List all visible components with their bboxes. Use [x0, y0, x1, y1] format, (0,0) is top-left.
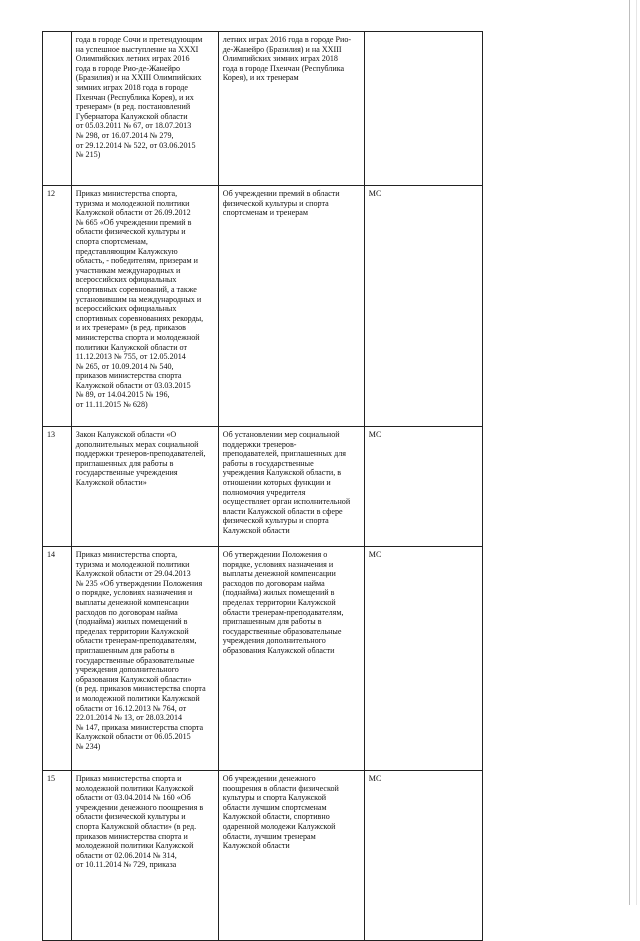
subject-text-line: года в городе Пхенчан (Республика [222, 63, 345, 73]
legal-act-text-line: спорта Калужской области» (в ред. [75, 821, 197, 831]
subject-text-line: спортсменам и тренерам [222, 208, 309, 218]
subject-text-line: расходов по договорам найма [222, 578, 325, 588]
subject-text-line: Об утверждении Положения о [222, 550, 328, 559]
legal-act-text-line: туризма и молодежной политики [75, 559, 190, 569]
subject-text-line: Калужской области [222, 525, 290, 535]
legal-act-text-line: № 265, от 10.09.2014 № 540, [75, 361, 174, 371]
legal-act-cell [71, 32, 218, 186]
subject-text-line: образования Калужской области [222, 645, 335, 655]
legal-act-text-line: приглашенных для работы в [75, 458, 174, 468]
legal-act-text-line: Губернатора Калужской области [75, 111, 188, 121]
subject-text-line: порядке, условиях назначения и [222, 559, 334, 569]
legal-act-text-line: № 665 «Об учреждении премий в [75, 217, 192, 227]
legal-act-text-line: расходов по договорам найма [75, 607, 178, 617]
legal-act-text-line: дополнительных мерах социальной [75, 439, 199, 449]
subject-text-line: одаренной молодежи Калужской [222, 821, 336, 831]
responsible-body-cell: МС [364, 186, 482, 427]
subject-text-line: Об учреждении денежного [222, 774, 316, 783]
legal-act-text-line: Олимпийских летних играх 2016 [75, 54, 190, 64]
legal-act-text-line: года в городе Рио-де-Жанейро [75, 63, 181, 73]
legal-act-text-line: установившим на международных и [75, 294, 202, 304]
subject-text-line: преподавателей, приглашенных для [222, 449, 346, 459]
legal-act-text-line: учреждения дополнительного [75, 665, 179, 675]
legal-act-cell [71, 427, 218, 547]
legal-act-text-line: 11.12.2013 № 755, от 12.05.2014 [75, 352, 186, 362]
page-edge-line [629, 0, 630, 905]
legal-act-text-line: Калужской области от 03.03.2015 [75, 380, 191, 390]
legal-act-text-line: области от 02.06.2014 № 314, [75, 850, 177, 860]
legal-act-text-line: зимних играх 2018 года в городе [75, 82, 188, 92]
subject-text-line: учреждения дополнительного [222, 636, 326, 646]
legal-act-text-line: области от 03.04.2014 № 160 «Об [75, 793, 191, 803]
legal-act-text-line: (Бразилия) и на XXIII Олимпийских [75, 73, 202, 83]
responsible-body-cell: МС [364, 427, 482, 547]
legal-act-text-line: представляющим Калужскую [75, 246, 178, 256]
legal-act-text-line: от 05.03.2011 № 67, от 18.07.2013 [75, 121, 192, 131]
legal-act-text-line: выплаты денежной компенсации [75, 597, 189, 607]
row-number: 14 [43, 547, 72, 771]
legal-act-text-line: Пхенчан (Республика Корея), и их [75, 92, 194, 102]
legal-act-text-line: приглашенным для работы в [75, 645, 175, 655]
subject-text-line: летних играх 2016 года в городе Рио- [222, 35, 352, 44]
legal-act-text-line: приказов министерства спорта и [75, 831, 188, 841]
subject-text-line: полномочия учредителя [222, 487, 306, 497]
table-row [43, 186, 483, 427]
subject-text-line: физической культуры и спорта [222, 516, 329, 526]
legal-act-text-line: и их тренерам» (в ред. приказов [75, 323, 186, 333]
legal-act-text-line: учреждении денежного поощрения в [75, 802, 204, 812]
responsible-body-cell: МС [364, 547, 482, 771]
subject-text-line: физической культуры и спорта [222, 198, 329, 208]
legal-act-text-line: всероссийских официальных [75, 304, 177, 314]
subject-text-line: области, лучшим тренерам [222, 831, 316, 841]
responsible-body-cell [364, 32, 482, 186]
legal-act-text-line: № 147, приказа министерства спорта [75, 722, 204, 732]
legal-act-text-line: области тренерам-преподавателям, [75, 636, 197, 646]
subject-text-line: учреждения Калужской области, в [222, 468, 342, 478]
legal-act-text-line: государственные учреждения [75, 468, 178, 478]
legal-act-text-line: от 10.11.2014 № 729, приказа [75, 860, 177, 870]
legal-act-text-line: приказов министерства спорта [75, 371, 182, 381]
legal-act-text-line: молодежной политики Калужской [75, 783, 194, 793]
legal-act-text-line: Закон Калужской области «О [75, 430, 177, 439]
legal-act-text-line: № 89, от 14.04.2015 № 196, [75, 390, 170, 400]
legal-act-text-line: Калужской области от 06.05.2015 [75, 732, 191, 742]
subject-text-line: отношении которых функции и [222, 477, 331, 487]
regulations-table [42, 31, 483, 941]
subject-text-line: Калужской области, спортивно [222, 812, 330, 822]
table-row [43, 427, 483, 547]
legal-act-text-line: Калужской области» [75, 477, 147, 487]
subject-cell [218, 771, 364, 941]
legal-act-text-line: на успешное выступление на XXXI [75, 44, 199, 54]
subject-text-line: государственные образовательные [222, 626, 342, 636]
legal-act-text-line: и молодежной политики Калужской [75, 693, 200, 703]
legal-act-text-line: тренерам» (в ред. постановлений [75, 102, 191, 112]
subject-text-line: Об установлении мер социальной [222, 430, 340, 439]
legal-act-text-line: поддержки тренеров-преподавателей, [75, 449, 206, 459]
subject-text-line: поддержки тренеров- [222, 439, 297, 449]
legal-act-text-line: Приказ министерства спорта, [75, 189, 178, 198]
subject-text-line: приглашенным для работы в [222, 617, 322, 627]
legal-act-text-line: от 29.12.2014 № 522, от 03.06.2015 [75, 140, 196, 150]
subject-text-line: области тренерам-преподавателям, [222, 607, 344, 617]
legal-act-text-line: № 215) [75, 150, 101, 160]
legal-act-text-line: (поднайма) жилых помещений в [75, 617, 188, 627]
legal-act-text-line: министерства спорта и молодежной [75, 332, 200, 342]
subject-text-line: поощрения в области физической [222, 783, 339, 793]
legal-act-text-line: пределах территории Калужской [75, 626, 189, 636]
legal-act-text-line: образования Калужской области» [75, 674, 192, 684]
subject-text-line: осуществляет орган исполнительной [222, 497, 351, 507]
legal-act-text-line: № 298, от 16.07.2014 № 279, [75, 130, 174, 140]
row-number: 12 [43, 186, 72, 427]
subject-cell [218, 186, 364, 427]
legal-act-cell [71, 547, 218, 771]
legal-act-cell [71, 771, 218, 941]
legal-act-text-line: туризма и молодежной политики [75, 198, 190, 208]
legal-act-text-line: года в городе Сочи и претендующим [75, 35, 203, 44]
legal-act-text-line: Приказ министерства спорта и [75, 774, 182, 783]
row-number [43, 32, 72, 186]
subject-text-line: де-Жанейро (Бразилия) и на XXIII [222, 44, 342, 54]
subject-text-line: Олимпийских зимних играх 2018 [222, 54, 338, 64]
legal-act-text-line: Калужской области от 29.04.2013 [75, 569, 191, 579]
row-number: 15 [43, 771, 72, 941]
legal-act-text-line: область, - победителям, призерам и [75, 256, 198, 266]
legal-act-text-line: участникам международных и [75, 265, 181, 275]
subject-text-line: Калужской области [222, 841, 290, 851]
subject-cell [218, 32, 364, 186]
legal-act-text-line: спорта спортсменам, [75, 236, 148, 246]
legal-act-text-line: государственные образовательные [75, 655, 195, 665]
subject-text-line: области лучшим спортсменам [222, 802, 327, 812]
subject-text-line: власти Калужской области в сфере [222, 506, 343, 516]
legal-act-text-line: спортивных соревнованиях рекорды, [75, 313, 204, 323]
legal-act-text-line: № 235 «Об утверждении Положения [75, 578, 203, 588]
legal-act-text-line: Калужской области от 26.09.2012 [75, 208, 191, 218]
legal-act-text-line: № 234) [75, 741, 101, 751]
subject-cell [218, 427, 364, 547]
legal-act-text-line: всероссийских официальных [75, 275, 177, 285]
subject-cell [218, 547, 364, 771]
legal-act-text-line: Приказ министерства спорта, [75, 550, 178, 559]
subject-text-line: Корея), и их тренерам [222, 73, 299, 83]
subject-text-line: культуры и спорта Калужской [222, 793, 327, 803]
legal-act-text-line: спортивных соревнований, а также [75, 284, 197, 294]
page-edge-shadow [636, 0, 637, 905]
subject-text-line: (поднайма) жилых помещений в [222, 588, 335, 598]
subject-text-line: работы в государственные [222, 458, 314, 468]
legal-act-text-line: о порядке, условиях назначения и [75, 588, 193, 598]
table-row [43, 32, 483, 186]
legal-act-text-line: политики Калужской области от [75, 342, 188, 352]
legal-act-cell [71, 186, 218, 427]
legal-act-text-line: от 11.11.2015 № 628) [75, 400, 148, 410]
table-row [43, 771, 483, 941]
legal-act-text-line: молодежной политики Калужской [75, 841, 194, 851]
table-body [43, 32, 483, 941]
legal-act-text-line: 22.01.2014 № 13, от 28.03.2014 [75, 713, 183, 723]
subject-text-line: пределах территории Калужской [222, 597, 336, 607]
row-number: 13 [43, 427, 72, 547]
legal-act-text-line: области от 16.12.2013 № 764, от [75, 703, 187, 713]
subject-text-line: Об учреждении премий в области [222, 189, 340, 198]
table-row [43, 547, 483, 771]
legal-act-text-line: области физической культуры и [75, 227, 186, 237]
subject-text-line: выплаты денежной компенсации [222, 569, 336, 579]
legal-act-text-line: области физической культуры и [75, 812, 186, 822]
responsible-body-cell: МС [364, 771, 482, 941]
legal-act-text-line: (в ред. приказов министерства спорта [75, 684, 206, 694]
